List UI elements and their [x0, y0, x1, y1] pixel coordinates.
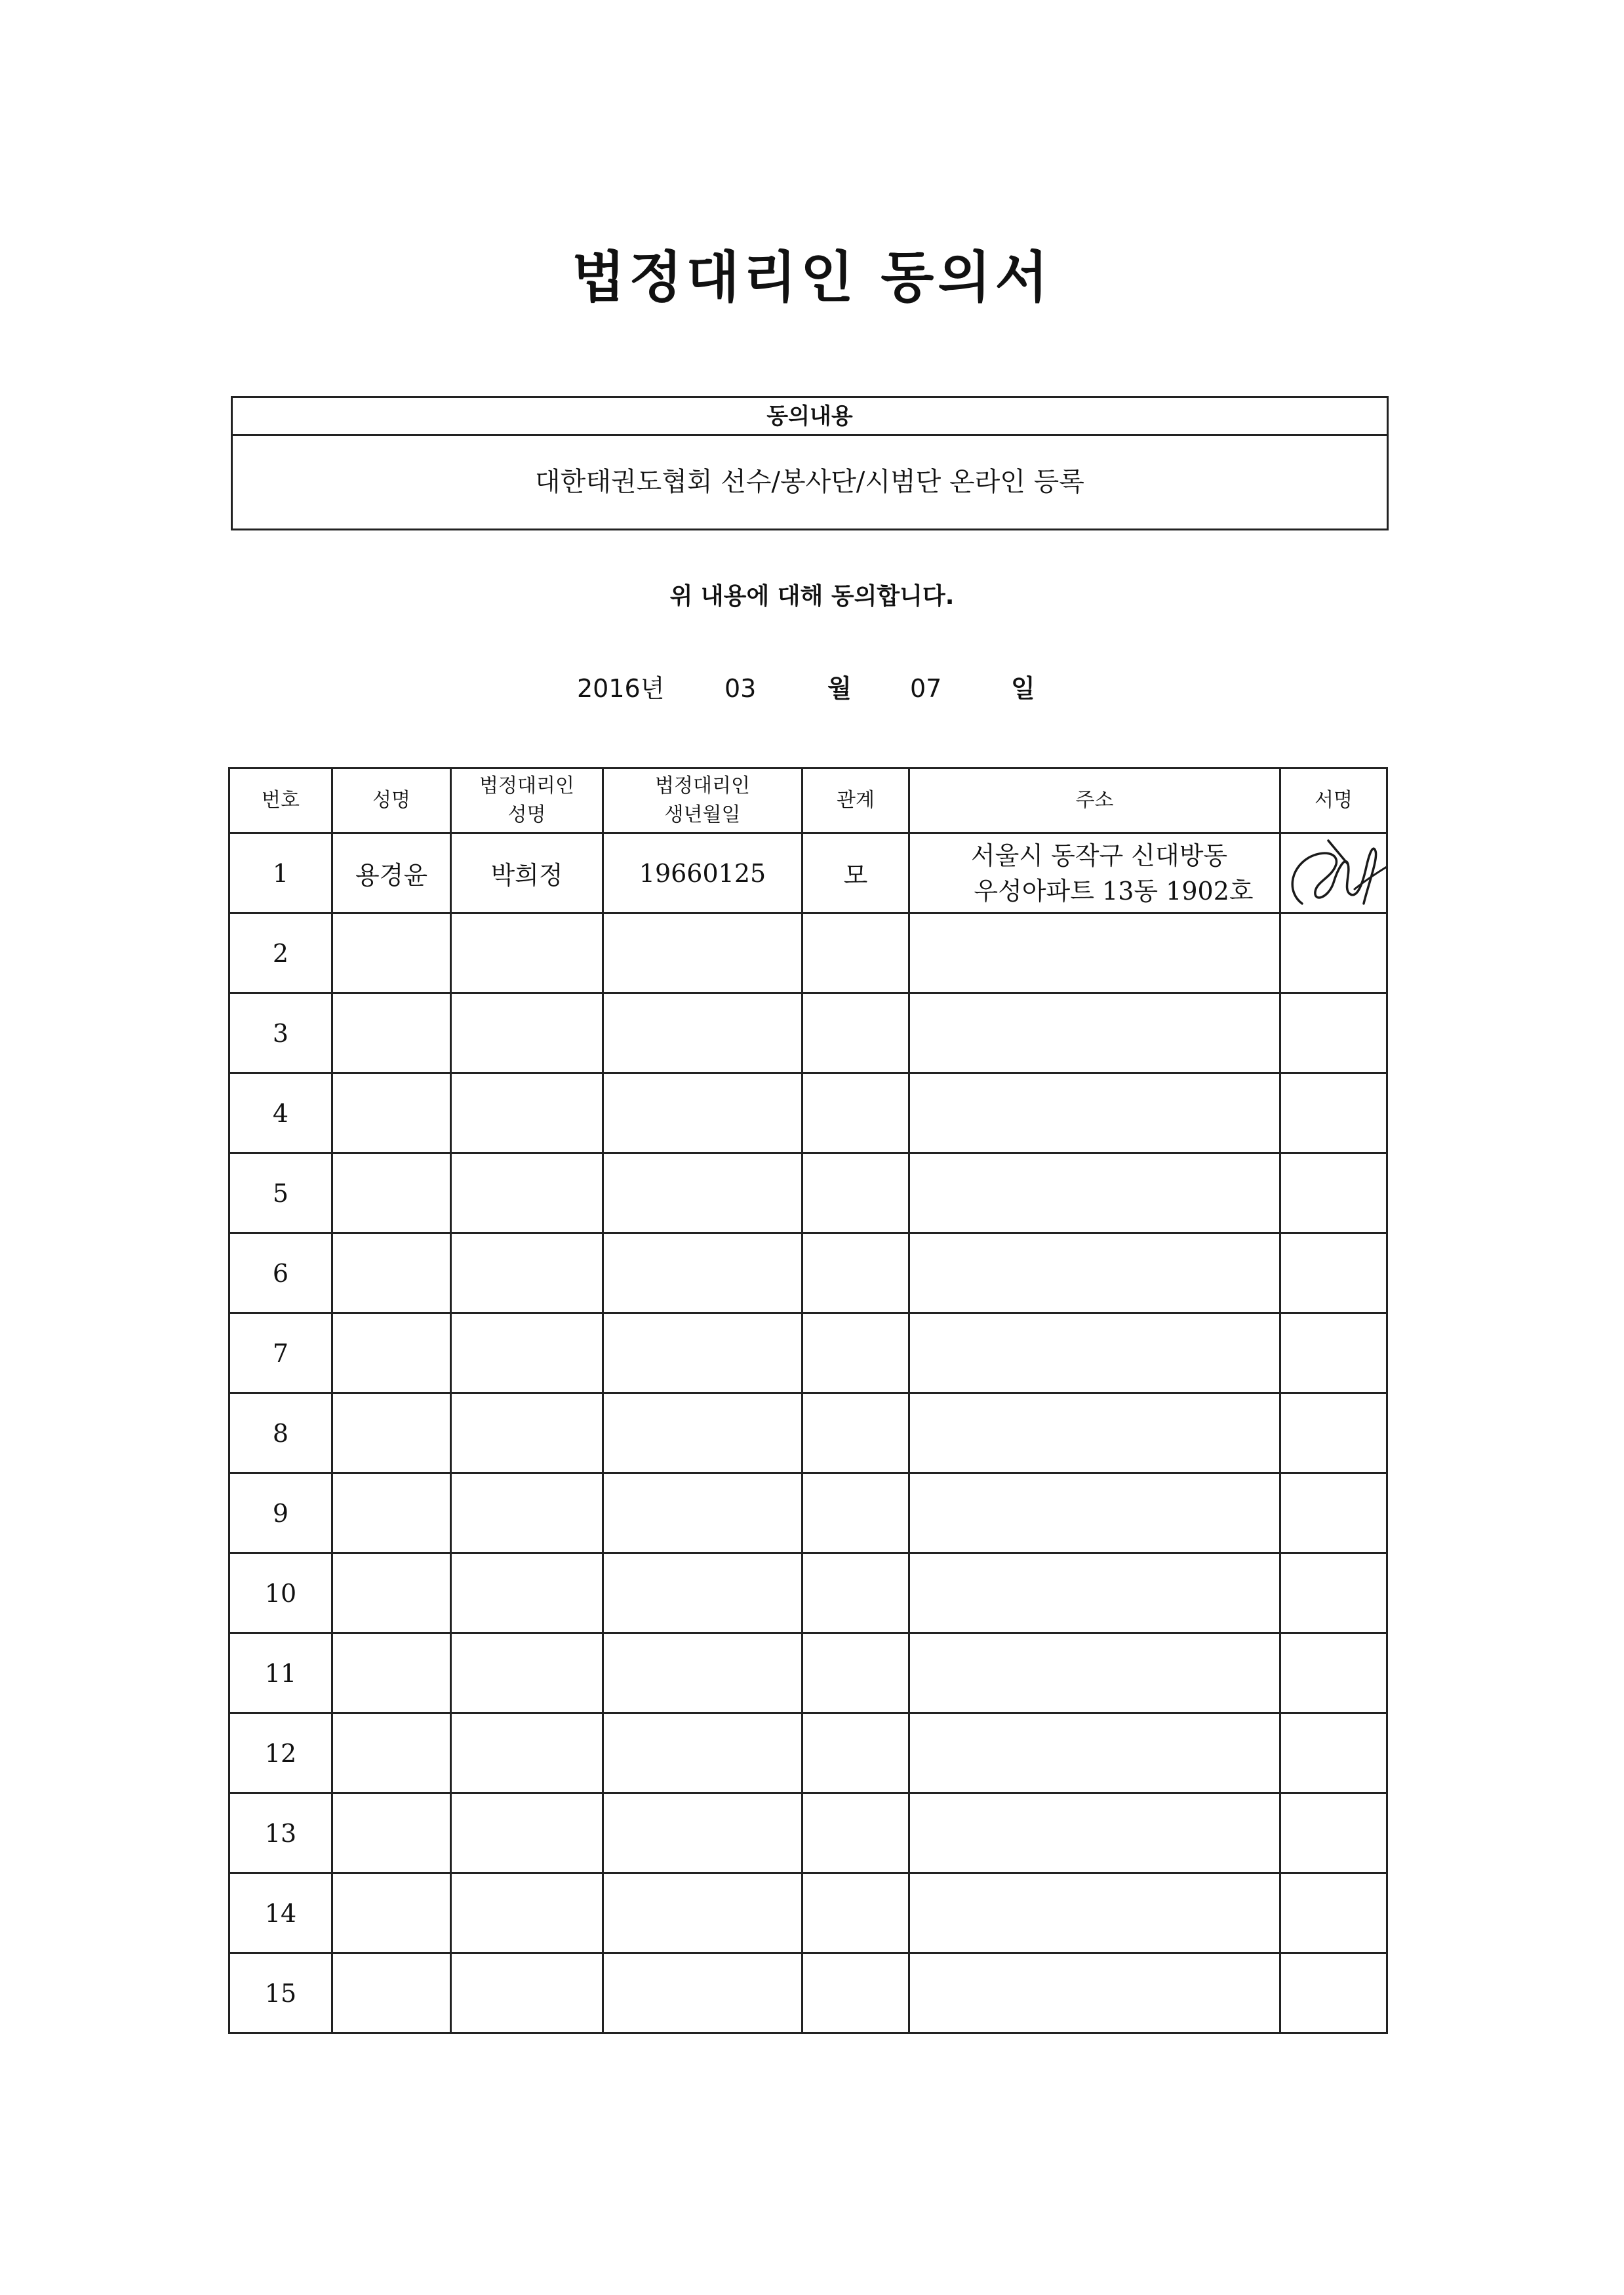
- cell-guardian-name: [451, 1313, 603, 1393]
- cell-no: 11: [229, 1633, 332, 1713]
- consent-body: 대한태권도협회 선수/봉사단/시범단 온라인 등록: [535, 467, 1084, 497]
- header-guardian-birth-line2: 생년월일: [664, 803, 741, 826]
- cell-guardian-name: 박희정: [451, 833, 603, 913]
- cell-relation: [802, 1793, 909, 1873]
- cell-guardian-birth: [603, 1953, 802, 2033]
- date-day: 07: [910, 674, 942, 703]
- cell-no: 2: [229, 913, 332, 993]
- cell-signature: [1280, 1553, 1387, 1633]
- cell-guardian-name: [451, 1953, 603, 2033]
- table-row: [229, 1473, 1387, 1553]
- cell-address: [909, 1393, 1280, 1473]
- cell-guardian-birth: [603, 1073, 802, 1153]
- table-row: [229, 1953, 1387, 2033]
- cell-guardian-name: [451, 1073, 603, 1153]
- cell-signature: [1280, 993, 1387, 1073]
- guardian-roster-table: [228, 767, 1388, 2034]
- cell-name: [332, 1073, 451, 1153]
- cell-guardian-birth: [603, 993, 802, 1073]
- cell-guardian-name: [451, 1633, 603, 1713]
- cell-no: 10: [229, 1553, 332, 1633]
- cell-name: [332, 1713, 451, 1793]
- address-line1: 서울시 동작구 신대방동: [970, 841, 1228, 870]
- cell-no: 5: [229, 1153, 332, 1233]
- cell-signature: [1280, 1393, 1387, 1473]
- agreement-statement: 위 내용에 대해 동의합니다.: [669, 583, 955, 610]
- header-guardian-birth: [603, 768, 802, 833]
- cell-guardian-birth: [603, 1393, 802, 1473]
- cell-relation: [802, 993, 909, 1073]
- cell-relation: [802, 1393, 909, 1473]
- cell-address: [909, 913, 1280, 993]
- header-guardian-name-line1: 법정대리인: [479, 774, 574, 797]
- cell-no: 13: [229, 1793, 332, 1873]
- cell-relation: [802, 1953, 909, 2033]
- cell-no: 14: [229, 1873, 332, 1953]
- cell-no: 15: [229, 1953, 332, 2033]
- table-body: [229, 833, 1387, 2033]
- table-row: [229, 1153, 1387, 1233]
- cell-relation: [802, 1553, 909, 1633]
- cell-guardian-birth: 19660125: [603, 833, 802, 913]
- cell-address: [909, 1633, 1280, 1713]
- cell-guardian-birth: [603, 1313, 802, 1393]
- cell-name: [332, 1473, 451, 1553]
- cell-signature: [1280, 1873, 1387, 1953]
- cell-guardian-birth: [603, 1713, 802, 1793]
- cell-name: [332, 913, 451, 993]
- table-row: [229, 993, 1387, 1073]
- header-guardian-birth-line1: 법정대리인: [655, 774, 750, 797]
- cell-signature: [1280, 913, 1387, 993]
- cell-address: [909, 1153, 1280, 1233]
- table-row: [229, 1233, 1387, 1313]
- cell-guardian-name: [451, 1793, 603, 1873]
- handwritten-signature: [1282, 833, 1387, 912]
- cell-address: [909, 1233, 1280, 1313]
- cell-signature: [1280, 1953, 1387, 2033]
- cell-relation: [802, 1713, 909, 1793]
- cell-name: [332, 993, 451, 1073]
- cell-relation: [802, 1073, 909, 1153]
- cell-no: 3: [229, 993, 332, 1073]
- cell-guardian-birth: [603, 1873, 802, 1953]
- cell-guardian-name: [451, 993, 603, 1073]
- table-row: [229, 913, 1387, 993]
- cell-guardian-name: [451, 1233, 603, 1313]
- cell-relation: 모: [802, 833, 909, 913]
- cell-guardian-birth: [603, 1793, 802, 1873]
- cell-name: [332, 1633, 451, 1713]
- header-relation: 관계: [802, 768, 909, 833]
- cell-guardian-name: [451, 1873, 603, 1953]
- cell-signature: [1280, 1793, 1387, 1873]
- cell-address: [909, 1953, 1280, 2033]
- cell-no: 9: [229, 1473, 332, 1553]
- header-guardian-name-line2: 성명: [507, 803, 546, 826]
- cell-guardian-name: [451, 1473, 603, 1553]
- cell-guardian-birth: [603, 1473, 802, 1553]
- table-row: [229, 1073, 1387, 1153]
- table-row: [229, 1393, 1387, 1473]
- cell-guardian-name: [451, 1553, 603, 1633]
- cell-signature: [1280, 1313, 1387, 1393]
- cell-no: 4: [229, 1073, 332, 1153]
- cell-relation: [802, 1633, 909, 1713]
- cell-name: [332, 1153, 451, 1233]
- cell-address: [909, 1793, 1280, 1873]
- cell-relation: [802, 1313, 909, 1393]
- cell-name: [332, 1873, 451, 1953]
- table-row: [229, 1313, 1387, 1393]
- date-month: 03: [724, 674, 757, 703]
- consent-box: [231, 396, 1389, 530]
- cell-guardian-name: [451, 1713, 603, 1793]
- cell-name: [332, 1793, 451, 1873]
- cell-relation: [802, 1153, 909, 1233]
- cell-signature: [1280, 1713, 1387, 1793]
- cell-signature: [1280, 1233, 1387, 1313]
- cell-address: [909, 1313, 1280, 1393]
- table-row: [229, 833, 1387, 913]
- cell-guardian-birth: [603, 913, 802, 993]
- date-year: 2016년: [577, 674, 665, 703]
- cell-no: 8: [229, 1393, 332, 1473]
- cell-signature: [1280, 1633, 1387, 1713]
- cell-address: [909, 993, 1280, 1073]
- table-row: [229, 1793, 1387, 1873]
- cell-guardian-name: [451, 1153, 603, 1233]
- cell-name: [332, 1313, 451, 1393]
- cell-signature: [1280, 1473, 1387, 1553]
- date-month-unit: 월: [827, 674, 852, 703]
- consent-header: 동의내용: [233, 398, 1387, 436]
- cell-guardian-name: [451, 1393, 603, 1473]
- cell-no: 7: [229, 1313, 332, 1393]
- cell-address: [909, 1073, 1280, 1153]
- cell-relation: [802, 913, 909, 993]
- cell-name: [332, 1393, 451, 1473]
- cell-name: [332, 1953, 451, 2033]
- date-day-unit: 일: [1011, 674, 1035, 703]
- cell-name: [332, 1233, 451, 1313]
- table-row: [229, 1633, 1387, 1713]
- cell-no: 1: [229, 833, 332, 913]
- cell-relation: [802, 1473, 909, 1553]
- header-guardian-name: [451, 768, 603, 833]
- cell-address: [909, 1473, 1280, 1553]
- cell-guardian-name: [451, 913, 603, 993]
- cell-no: 12: [229, 1713, 332, 1793]
- cell-address: [909, 833, 1280, 913]
- cell-no: 6: [229, 1233, 332, 1313]
- cell-address: [909, 1553, 1280, 1633]
- address-line2: 우성아파트 13동 1902호: [974, 876, 1254, 906]
- cell-name: [332, 1553, 451, 1633]
- cell-signature: [1280, 1073, 1387, 1153]
- header-name: 성명: [332, 768, 451, 833]
- cell-guardian-birth: [603, 1633, 802, 1713]
- table-row: [229, 1873, 1387, 1953]
- table-row: [229, 1553, 1387, 1633]
- header-signature: 서명: [1280, 768, 1387, 833]
- cell-relation: [802, 1873, 909, 1953]
- header-address: 주소: [909, 768, 1280, 833]
- header-no: 번호: [229, 768, 332, 833]
- table-header-row: [229, 768, 1387, 833]
- cell-name: 용경윤: [332, 833, 451, 913]
- cell-guardian-birth: [603, 1233, 802, 1313]
- cell-signature: [1280, 833, 1387, 913]
- document-title: 법정대리인 동의서: [572, 245, 1052, 309]
- table-row: [229, 1713, 1387, 1793]
- cell-guardian-birth: [603, 1153, 802, 1233]
- cell-address: [909, 1713, 1280, 1793]
- cell-guardian-birth: [603, 1553, 802, 1633]
- cell-signature: [1280, 1153, 1387, 1233]
- cell-relation: [802, 1233, 909, 1313]
- cell-address: [909, 1873, 1280, 1953]
